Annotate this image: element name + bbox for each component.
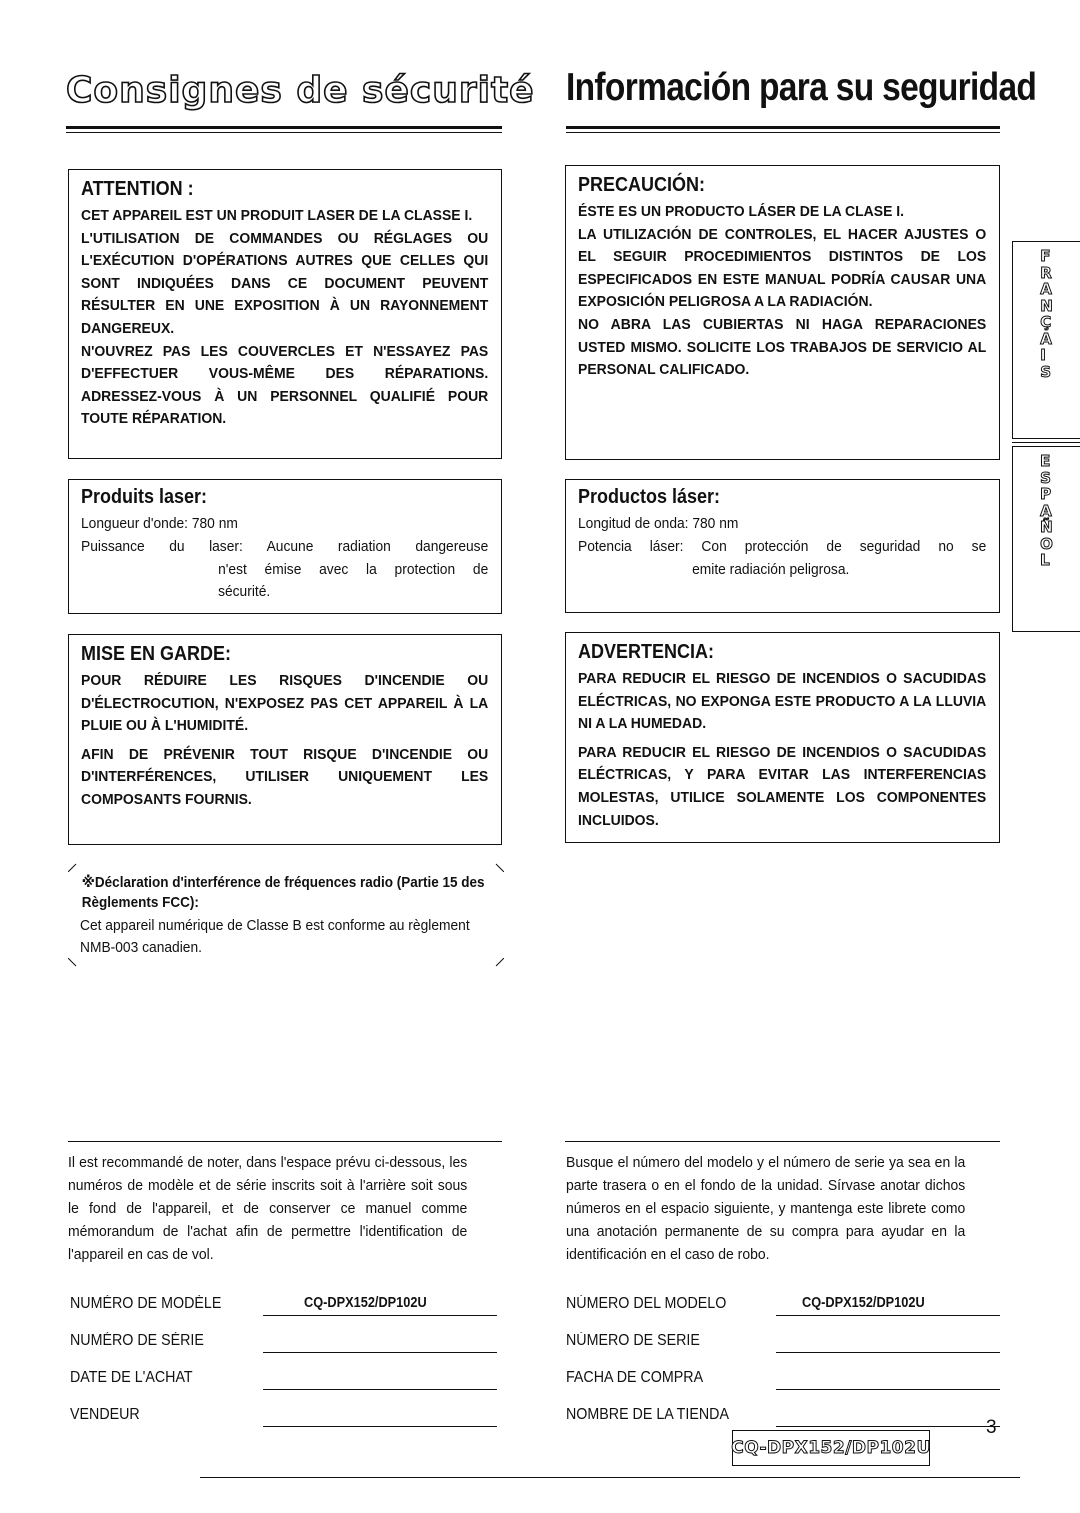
attention-p1: CET APPAREIL EST UN PRODUIT LASER DE LA CLASSE I. xyxy=(81,207,473,224)
attention-title: ATTENTION : xyxy=(81,178,194,200)
corner-mark-bottom-right xyxy=(494,958,504,968)
precaucion-p3: NO ABRA LAS CUBIERTAS NI HAGA REPARACIONES USTED MISMO. SOLICITE LOS TRABAJOS DE SERVICIO AL PERSONAL CALIFICADO. xyxy=(578,315,987,379)
fcc-title: ※Déclaration d'interférence de fréquences radio (Partie 15 des Règlements FCC): xyxy=(81,874,485,911)
attention-box xyxy=(68,169,502,459)
language-tab-espanol xyxy=(1012,446,1080,632)
registration-fields-french xyxy=(70,1295,502,1443)
corner-mark-top-right xyxy=(494,862,504,872)
note-divider-french xyxy=(68,1141,502,1142)
attention-p3: N'OUVREZ PAS LES COUVERCLES ET N'ESSAYEZ PAS D'EFFECTUER VOUS-MÊME DES RÉPARATIONS. ADRESSEZ-VOUS À UN PERSONNEL QUALIFIÉ POUR TOUTE RÉPARATION. xyxy=(81,342,489,428)
field-value-model: CQ-DPX152/DP102U xyxy=(802,1295,925,1311)
field-line xyxy=(263,1426,497,1427)
advertencia-p1: PARA REDUCIR EL RIESGO DE INCENDIOS O SACUDIDAS ELÉCTRICAS, NO EXPONGA ESTE PRODUCTO A LA LLUVIA NI A LA HUMEDAD. xyxy=(578,670,987,733)
field-label: NÚMERO DEL MODELO xyxy=(566,1295,727,1312)
note-french: Il est recommandé de noter, dans l'espace prévu ci-dessous, les numéros de modèle et de série inscrits soit à l'arrière soit sous le fond de l'appareil, et de conserver ce manuel comme mémorandum de l'achat afin de permettre l'identification de l'appareil en cas de vol. xyxy=(68,1154,468,1263)
tab-letter: I xyxy=(1040,346,1046,364)
tab-letters-francais xyxy=(1040,248,1053,380)
attention-text xyxy=(81,205,488,431)
tab-letter: N xyxy=(1040,296,1053,315)
tab-letter: E xyxy=(1040,452,1051,470)
field-line xyxy=(776,1315,1000,1316)
attention-p2: L'UTILISATION DE COMMANDES OU RÉGLAGES OU L'EXÉCUTION D'OPÉRATIONS AUTRES QUE CELLES QUI SONT INDIQUÉES DANS CE DOCUMENT PEUVENT RÉSULTER EN UNE EXPOSITION À UN RAYONNEMENT DANGEREUX. xyxy=(81,229,489,337)
laser-wavelength-fr: Longueur d'onde: 780 nm xyxy=(81,515,238,532)
laser-power-fr-line2: n'est émise avec la protection de xyxy=(218,560,489,578)
title-underline-spanish xyxy=(566,126,1000,133)
field-purchase-date-fr xyxy=(70,1369,502,1406)
field-label: NUMÉRO DE SÉRIE xyxy=(70,1332,204,1349)
productos-laser-title: Productos láser: xyxy=(578,486,721,508)
registration-fields-spanish xyxy=(566,1295,1000,1443)
mise-en-garde-p1: POUR RÉDUIRE LES RISQUES D'INCENDIE OU D'ÉLECTROCUTION, N'EXPOSEZ PAS CET APPAREIL À LA PLUIE OU À L'HUMIDITÉ. xyxy=(81,672,489,735)
mise-en-garde-text xyxy=(81,670,488,812)
field-value-model: CQ-DPX152/DP102U xyxy=(304,1295,427,1311)
field-label: VENDEUR xyxy=(70,1406,140,1423)
model-badge xyxy=(732,1430,930,1466)
tab-letter: S xyxy=(1040,468,1051,487)
productos-laser-box xyxy=(565,479,1000,613)
precaucion-text xyxy=(578,201,986,382)
produits-laser-text xyxy=(81,513,488,604)
laser-wavelength-es: Longitud de onda: 780 nm xyxy=(578,515,739,532)
field-line xyxy=(776,1352,1000,1353)
laser-power-es-line2: emite radiación peligrosa. xyxy=(692,560,850,578)
language-tab-separator xyxy=(1012,438,1080,443)
field-label: NÚMERO DE SERIE xyxy=(566,1332,700,1349)
tab-letter: Ç xyxy=(1040,313,1052,331)
tab-letter: A xyxy=(1040,280,1052,298)
advertencia-p2: PARA REDUCIR EL RIESGO DE INCENDIOS O SACUDIDAS ELÉCTRICAS, Y PARA EVITAR LAS INTERFERENCIAS MOLESTAS, UTILICE SOLAMENTE LOS COMPONENTES INCLUIDOS. xyxy=(578,743,987,829)
field-serial-number-fr xyxy=(70,1332,502,1369)
laser-power-es-line1: Potencia láser: Con protección de seguridad no se xyxy=(578,537,987,555)
tab-letter: A xyxy=(1040,329,1052,348)
field-line xyxy=(263,1352,497,1353)
tab-letter: P xyxy=(1040,485,1052,503)
mise-en-garde-box xyxy=(68,634,502,845)
page-title-french: Consignes de sécurité xyxy=(66,70,535,111)
fcc-declaration xyxy=(80,873,492,959)
note-spanish: Busque el número del modelo y el número de serie ya sea en la parte trasera o en el fondo de la unidad. Sírvase anotar dichos números en el espacio siguiente, y mantenga este librete como una anotación permanente de su compra para ayudar en la identificación en el caso de robo. xyxy=(566,1154,966,1263)
produits-laser-box xyxy=(68,479,502,614)
field-line xyxy=(776,1426,1000,1427)
tab-letters-espanol xyxy=(1040,453,1053,569)
language-tab-francais xyxy=(1012,241,1080,439)
field-serial-number-es xyxy=(566,1332,1000,1369)
mise-en-garde-title: MISE EN GARDE: xyxy=(81,643,232,665)
model-badge-text: CQ-DPX152/DP102U xyxy=(731,1438,931,1458)
tab-letter: R xyxy=(1040,263,1052,282)
precaucion-box xyxy=(565,165,1000,460)
productos-laser-text xyxy=(578,513,986,581)
field-line xyxy=(263,1389,497,1390)
field-purchase-date-es xyxy=(566,1369,1000,1406)
field-label: NOMBRE DE LA TIENDA xyxy=(566,1406,729,1423)
tab-letter: A xyxy=(1040,501,1052,520)
field-model-number-es xyxy=(566,1295,1000,1332)
precaucion-p2: LA UTILIZACIÓN DE CONTROLES, EL HACER AJUSTES O EL SEGUIR PROCEDIMIENTOS DISTINTOS DE LOS ESPECIFICADOS EN ESTE MANUAL PODRÍA CAUSAR UNA EXPOSICIÓN PELIGROSA A LA RADIACIÓN. xyxy=(578,225,987,311)
footer-rule xyxy=(200,1477,1020,1478)
tab-letter: F xyxy=(1040,247,1051,265)
precaucion-p1: ÉSTE ES UN PRODUCTO LÁSER DE LA CLASE I. xyxy=(578,203,905,220)
precaucion-title: PRECAUCIÓN: xyxy=(578,174,706,196)
produits-laser-title: Produits laser: xyxy=(81,486,208,508)
mise-en-garde-p2: AFIN DE PRÉVENIR TOUT RISQUE D'INCENDIE OU D'INTERFÉRENCES, UTILISER UNIQUEMENT LES COMPOSANTS FOURNIS. xyxy=(81,745,489,808)
field-label: NUMÉRO DE MODÈLE xyxy=(70,1295,222,1312)
tab-letter: Ñ xyxy=(1040,518,1053,536)
tab-letter: L xyxy=(1040,551,1050,569)
page-number: 3 xyxy=(986,1417,997,1438)
field-dealer-fr xyxy=(70,1406,502,1443)
field-label: DATE DE L'ACHAT xyxy=(70,1369,193,1386)
field-model-number-fr xyxy=(70,1295,502,1332)
laser-power-fr-line1: Puissance du laser: Aucune radiation dangereuse xyxy=(81,537,489,555)
tab-letter: S xyxy=(1040,362,1052,381)
field-label: FACHA DE COMPRA xyxy=(566,1369,704,1386)
fcc-body: Cet appareil numérique de Classe B est conforme au règlement NMB-003 canadien. xyxy=(80,917,470,956)
advertencia-title: ADVERTENCIA: xyxy=(578,641,715,663)
advertencia-text xyxy=(578,668,986,832)
title-underline-french xyxy=(66,126,502,133)
page-title-spanish: Información para su seguridad xyxy=(566,66,1037,109)
laser-power-fr-line3: sécurité. xyxy=(218,583,271,601)
note-divider-spanish xyxy=(565,1141,1000,1142)
field-line xyxy=(776,1389,1000,1390)
field-line xyxy=(263,1315,497,1316)
tab-letter: O xyxy=(1040,534,1053,553)
corner-mark-bottom-left xyxy=(68,958,78,968)
corner-mark-top-left xyxy=(68,862,78,872)
advertencia-box xyxy=(565,632,1000,843)
